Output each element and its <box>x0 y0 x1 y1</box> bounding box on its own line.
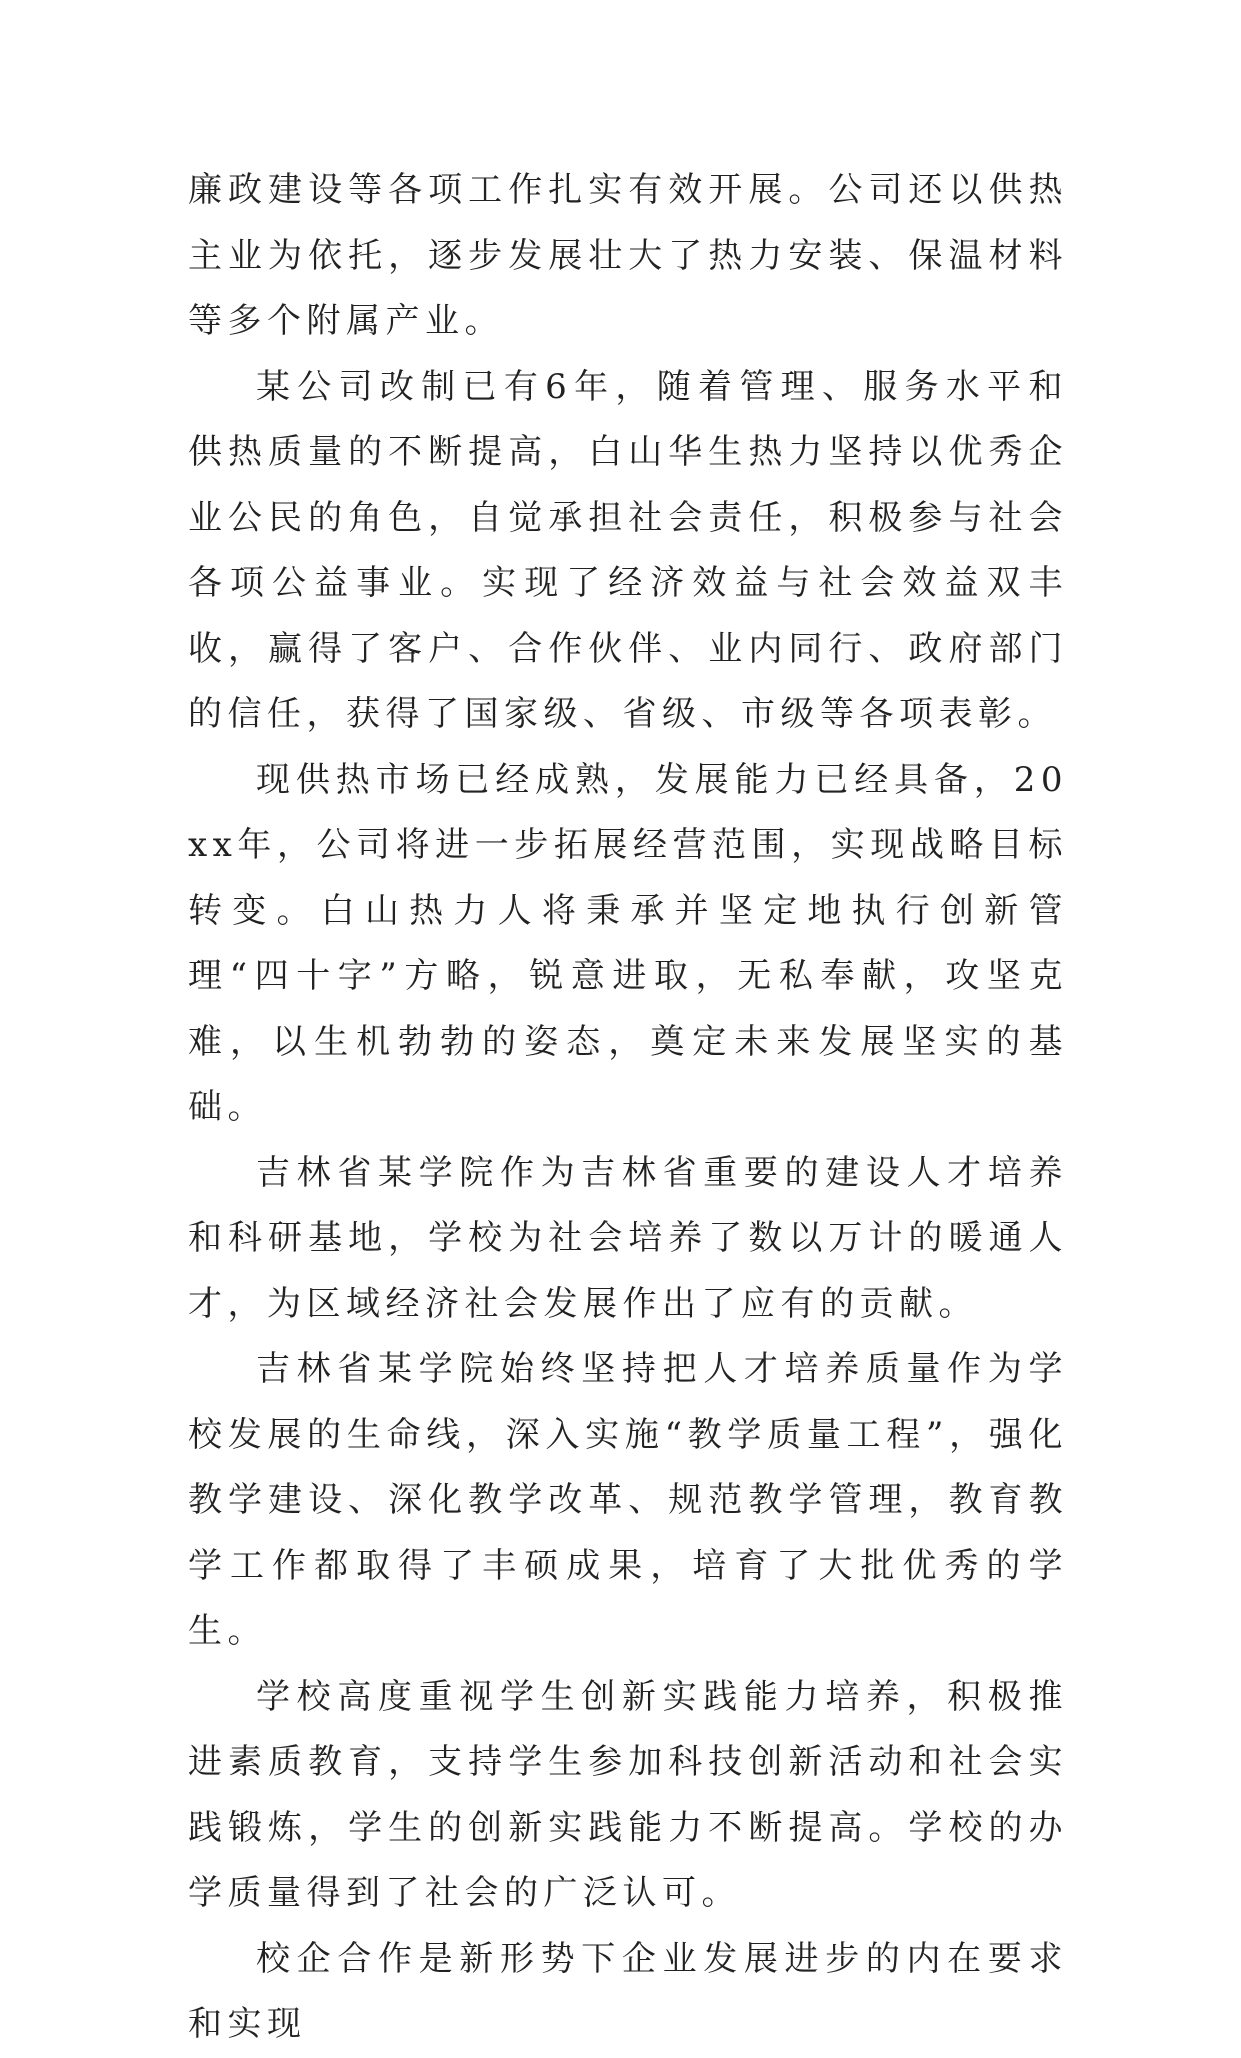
document-body <box>188 158 1068 2058</box>
paragraph-3: 现供热市场已经成熟，发展能力已经具备，20xx年，公司将进一步拓展经营范围，实现战略目标转变。白山热力人将秉承并坚定地执行创新管理“四十字”方略，锐意进取，无私奉献，攻坚克难，以生机勃勃的姿态，奠定未来发展坚实的基础。 <box>188 759 1068 1127</box>
paragraph-2: 某公司改制已有6年，随着管理、服务水平和供热质量的不断提高，白山华生热力坚持以优秀企业公民的角色，自觉承担社会责任，积极参与社会各项公益事业。实现了经济效益与社会效益双丰收，赢得了客户、合作伙伴、业内同行、政府部门的信任，获得了国家级、省级、市级等各项表彰。 <box>188 366 1068 734</box>
paragraph-4: 吉林省某学院作为吉林省重要的建设人才培养和科研基地，学校为社会培养了数以万计的暖通人才，为区域经济社会发展作出了应有的贡献。 <box>188 1152 1068 1324</box>
paragraph-5: 吉林省某学院始终坚持把人才培养质量作为学校发展的生命线，深入实施“教学质量工程”，强化教学建设、深化教学改革、规范教学管理，教育教学工作都取得了丰硕成果，培育了大批优秀的学生。 <box>188 1349 1068 1651</box>
paragraph-7: 校企合作是新形势下企业发展进步的内在要求和实现 <box>188 1938 1068 2044</box>
paragraph-1: 廉政建设等各项工作扎实有效开展。公司还以供热主业为依托，逐步发展壮大了热力安装、保温材料等多个附属产业。 <box>188 170 1068 341</box>
paragraph-6: 学校高度重视学生创新实践能力培养，积极推进素质教育，支持学生参加科技创新活动和社会实践锻炼，学生的创新实践能力不断提高。学校的办学质量得到了社会的广泛认可。 <box>188 1676 1068 1913</box>
